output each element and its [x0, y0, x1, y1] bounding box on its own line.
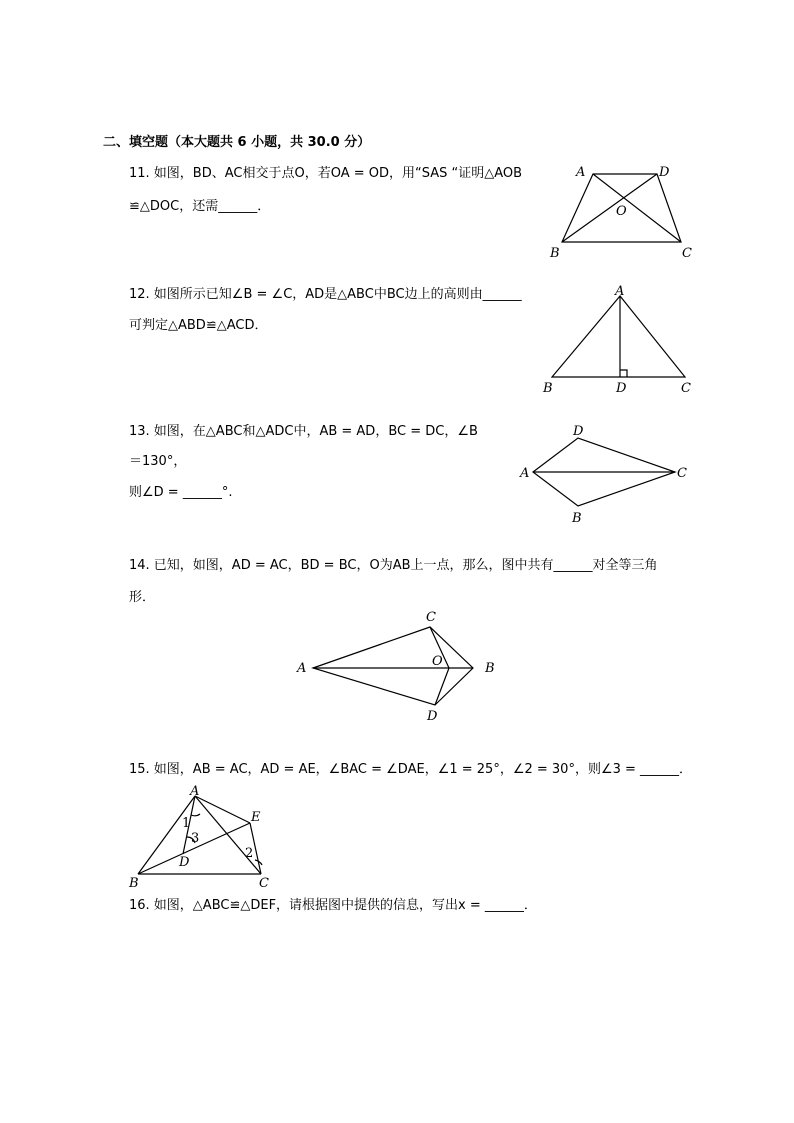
fig15-label-b: B [129, 876, 139, 891]
section-heading: 二、填空题（本大题共 6 小题，共 30.0 分） [103, 135, 371, 150]
figure-15 [125, 783, 275, 893]
fig12-right-angle [620, 370, 627, 377]
fig15-angle-1-arc [191, 814, 200, 816]
question-13-line-3: 则∠D = ______°. [129, 485, 233, 500]
fig12-label-b: B [543, 381, 553, 396]
fig13-label-b: B [572, 511, 582, 526]
fig15-label-3: 3 [191, 831, 200, 846]
fig15-label-2: 2 [245, 846, 254, 861]
fig11-label-b: B [550, 246, 560, 261]
fig15-label-a: A [190, 784, 200, 799]
fig12-label-c: C [681, 381, 691, 396]
fig15-label-e: E [251, 810, 261, 825]
fig11-label-c: C [682, 246, 692, 261]
figure-13 [515, 420, 695, 530]
question-11-line-1: 11. 如图，BD、AC相交于点O，若OA = OD，用“SAS “证明△AOB [129, 166, 523, 181]
figure-12 [540, 282, 700, 397]
question-15-line-1: 15. 如图，AB = AC，AD = AE，∠BAC = ∠DAE，∠1 = 25°，∠2 = 30°，则∠3 = ______． [129, 762, 693, 777]
question-12-line-1: 12. 如图所示已知∠B = ∠C，AD是△ABC中BC边上的高则由______ [129, 287, 522, 302]
fig14-label-b: B [485, 661, 495, 676]
fig14-label-d: D [427, 709, 438, 724]
figure-11 [545, 160, 705, 265]
question-13-line-2: ＝130°， [129, 454, 187, 469]
fig11-label-d: D [659, 165, 670, 180]
fig11-diagonal-ac [593, 174, 681, 242]
question-14-line-1: 14. 已知，如图，AD = AC，BD = BC，O为AB上一点，那么，图中共有______对全等三角 [129, 558, 658, 573]
figure-14 [290, 605, 505, 725]
fig15-label-c: C [259, 876, 269, 891]
question-16-line-1: 16. 如图，△ABC≌△DEF，请根据图中提供的信息，写出x = ______． [129, 898, 537, 913]
fig15-segment-ae [195, 796, 250, 823]
fig11-diagonal-bd [562, 174, 657, 242]
fig14-segment-do [435, 668, 449, 705]
fig11-label-a: A [576, 165, 586, 180]
fig11-label-o: O [616, 204, 627, 219]
fig13-label-d: D [573, 424, 584, 439]
fig13-label-c: C [677, 466, 687, 481]
fig14-label-c: C [426, 610, 436, 625]
fig14-label-o: O [432, 654, 443, 669]
fig15-label-1: 1 [182, 816, 191, 831]
question-14-line-2: 形． [129, 590, 156, 605]
fig15-label-d: D [179, 855, 190, 870]
fig12-label-d: D [616, 381, 627, 396]
question-12-line-2: 可判定△ABD≌△ACD． [129, 318, 268, 333]
question-11-line-2: ≌△DOC，还需______． [129, 199, 271, 214]
fig12-label-a: A [615, 284, 625, 299]
fig14-label-a: A [297, 661, 307, 676]
fig14-kite [313, 627, 473, 705]
question-13-line-1: 13. 如图，在△ABC和△ADC中，AB = AD，BC = DC，∠B [129, 424, 478, 439]
fig13-label-a: A [520, 466, 530, 481]
fig15-segment-ac [195, 796, 261, 874]
fig12-triangle [552, 296, 685, 377]
